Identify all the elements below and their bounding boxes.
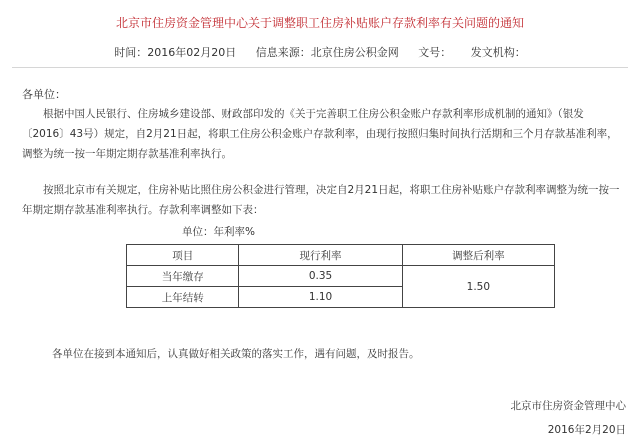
notice-title: 北京市住房资金管理中心关于调整职工住房补贴账户存款利率有关问题的通知 bbox=[115, 16, 524, 30]
row-rate-current-year: 0.35 bbox=[239, 266, 402, 287]
meta-source-label: 信息来源： bbox=[255, 46, 311, 59]
unit-line: 单位：年利率% bbox=[182, 226, 255, 238]
meta-issuer-label: 发文机构： bbox=[470, 46, 526, 59]
closing-paragraph: 各单位在接到本通知后，认真做好相关政策的落实工作，遇有问题，及时报告。 bbox=[52, 348, 420, 360]
adjusted-rate-value: 1.50 bbox=[402, 266, 554, 308]
meta-source-value: 北京住房公积金网 bbox=[310, 46, 399, 59]
meta-line bbox=[0, 44, 640, 60]
signature-date: 2016年2月20日 bbox=[547, 424, 626, 436]
meta-source bbox=[256, 46, 399, 59]
row-item-current-year: 当年缴存 bbox=[127, 266, 239, 287]
header-adjusted-rate: 调整后利率 bbox=[402, 245, 554, 266]
row-item-prior-year: 上年结转 bbox=[127, 287, 239, 308]
table-row bbox=[127, 266, 555, 287]
meta-time-label: 时间： bbox=[114, 46, 148, 59]
rate-table bbox=[126, 244, 555, 308]
body-paragraph-1: 根据中国人民银行、住房城乡建设部、财政部印发的《关于完善职工住房公积金账户存款利率形成机制的通知》（银发〔2016〕43号）规定，自2月21日起，将职工住房公积金账户存款利率，由现行按照归集时间执行活期和三个月存款基准利率，调整为统一按一年期定期存款基准利率执行。 bbox=[22, 108, 618, 160]
body-paragraph-2: 按照北京市有关规定，住房补贴比照住房公积金进行管理，决定自2月21日起，将职工住房补贴账户存款利率调整为统一按一年期定期存款基准利率执行。存款利率调整如下表： bbox=[22, 184, 620, 216]
salutation: 各单位： bbox=[22, 88, 66, 101]
meta-time-value: 2016年02月20日 bbox=[147, 46, 237, 59]
header-current-rate: 现行利率 bbox=[239, 245, 402, 266]
meta-time bbox=[114, 46, 236, 59]
header-item: 项目 bbox=[127, 245, 239, 266]
meta-doc-no-label: 文号： bbox=[418, 46, 452, 59]
meta-doc-no bbox=[418, 46, 451, 59]
meta-issuer bbox=[471, 46, 526, 59]
row-rate-prior-year: 1.10 bbox=[239, 287, 402, 308]
rate-table-header-row bbox=[127, 245, 555, 266]
signature-organization: 北京市住房资金管理中心 bbox=[510, 400, 626, 412]
header-divider bbox=[12, 67, 628, 68]
